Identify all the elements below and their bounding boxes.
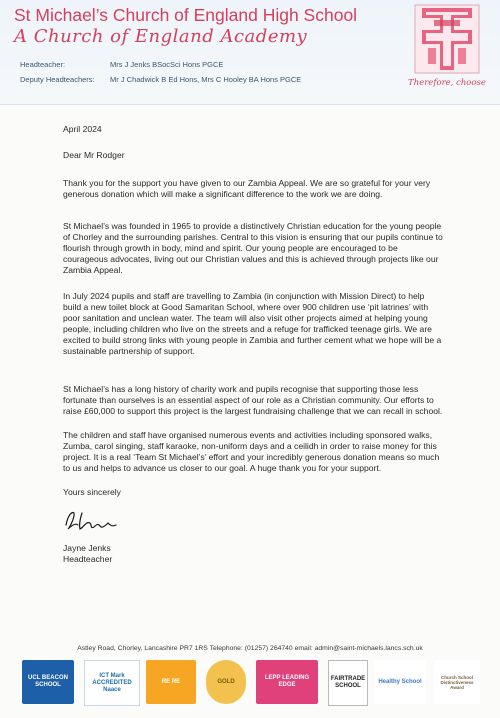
accreditation-logos xyxy=(22,660,482,708)
fairtrade-logo-icon: FAIRTRADE SCHOOL xyxy=(328,660,368,706)
deputy-line xyxy=(20,75,301,84)
paragraph-2: St Michael’s was founded in 1965 to provide a distinctively Christian education for the young people of Chorley and the surrounding parishes. Central to this vision is ensuring that our pupils continue to flourish through growth in body, mind and spirit. Our young people are encouraged to be courageous advocates, living out our Christian values and this is achieved through projects like our Zambia Appeal. xyxy=(63,220,443,275)
ucl-beacon-logo-icon: UCL BEACON SCHOOL xyxy=(22,660,74,704)
headteacher-name: Mrs J Jenks BSocSci Hons PGCE xyxy=(110,60,224,69)
school-name: St Michael’s Church of England High School xyxy=(14,5,358,25)
closing: Yours sincerely xyxy=(63,487,121,497)
paragraph-4: St Michael’s has a long history of charity work and pupils recognise that supporting those less fortunate than ourselves is an essential aspect of our role as a Christian community. Our efforts to raise £60,000 to support this project is the largest fundraising challenge that we can recall in school. xyxy=(63,383,443,416)
letterhead xyxy=(0,0,500,105)
gold-award-logo-icon: GOLD xyxy=(206,660,246,704)
school-crest-icon xyxy=(414,4,480,74)
school-motto: Therefore, choose xyxy=(408,78,486,88)
paragraph-1: Thank you for the support you have given to our Zambia Appeal. We are so grateful for your very generous donation which will make a significant difference to the work we are doing. xyxy=(63,177,431,199)
paragraph-5: The children and staff have organised numerous events and activities including sponsored walks, Zumba, carol singing, staff karaoke, non-uniform days and a ceilidh in order to raise money for this project. It is a real ‘Team St Michael’s’ effort and your incredibly generous donation means so much to us and helps to advance us closer to our goal. A huge thank you for your support. xyxy=(63,429,440,473)
headteacher-label: Headteacher: xyxy=(20,60,66,69)
letter-date: April 2024 xyxy=(63,124,102,134)
leading-edge-logo-icon: LEPP LEADING EDGE xyxy=(256,660,318,704)
healthy-school-logo-icon: Healthy School xyxy=(374,660,426,704)
signer-title: Headteacher xyxy=(63,554,113,564)
ict-mark-logo-icon: ICT Mark ACCREDITED Naace xyxy=(84,660,140,706)
academy-subtitle: A Church of England Academy xyxy=(14,26,308,47)
signer-name: Jayne Jenks xyxy=(63,543,111,553)
signature-image xyxy=(62,505,122,535)
footer-address: Astley Road, Chorley, Lancashire PR7 1RS Telephone: (01257) 264740 email: admin@saint-michaels.lancs.sch.uk xyxy=(77,645,423,652)
re-quality-mark-logo-icon: RE RE xyxy=(146,660,196,704)
salutation: Dear Mr Rodger xyxy=(63,150,125,160)
headteacher-line xyxy=(20,60,223,69)
deputy-label: Deputy Headteachers: xyxy=(20,75,95,84)
deputy-names: Mr J Chadwick B Ed Hons, Mrs C Hooley BA Hons PGCE xyxy=(110,75,302,84)
church-school-award-logo-icon: Church School Distinctiveness Award xyxy=(434,660,480,704)
paragraph-3: In July 2024 pupils and staff are travelling to Zambia (in conjunction with Mission Direct) to help build a new toilet block at Good Samaritan School, where over 900 children use ‘pit latrines’ with poor sanitation and unclean water. The team will also visit other projects aimed at helping young people, including children who live on the streets and a refuge for trafficked teenage girls. We are excited to build strong links with young people in Zambia and further cement what we hope will be a sustainable partnership of support. xyxy=(63,290,442,357)
